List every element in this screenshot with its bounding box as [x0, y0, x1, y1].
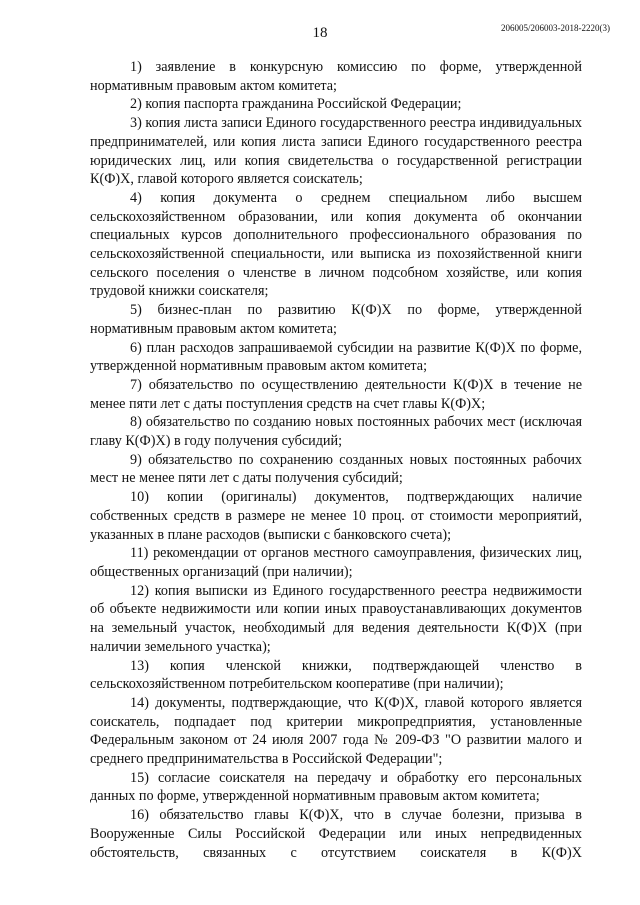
list-item: 15) согласие соискателя на передачу и обработку его персональных данных по форме, утвержденной нормативным правовым актом комитета; [90, 769, 582, 805]
list-item: 5) бизнес-план по развитию К(Ф)Х по форме, утвержденной нормативным правовым актом комитета; [90, 302, 582, 337]
list-item: 2) копия паспорта гражданина Российской Федерации; [130, 96, 462, 113]
list-item: 9) обязательство по сохранению созданных новых постоянных рабочих мест не менее пяти лет с даты получения субсидий; [90, 451, 582, 487]
list-item: 1) заявление в конкурсную комиссию по форме, утвержденной нормативным правовым актом комитета; [90, 59, 582, 94]
list-item: 14) документы, подтверждающие, что К(Ф)Х, главой которого является соискатель, подпадает под критерии микропредприятия, установленные Федеральным законом от 24 июля 2007 года № 209-ФЗ "О развитии малого и среднего предпринимательства в Российской Федерации"; [90, 694, 582, 768]
list-item: 10) копии (оригиналы) документов, подтверждающих наличие собственных средств в размере не менее 10 проц. от стоимости мероприятий, указанных в плане расходов (выписки с банковского счета); [90, 489, 582, 543]
list-item: 16) обязательство главы К(Ф)Х, что в случае болезни, призыва в Вооруженные Силы Российской Федерации или иных непредвиденных обстоятельств, связанных с отсутствием соискателя в К(Ф)Х [90, 807, 582, 861]
list-item: 12) копия выписки из Единого государственного реестра недвижимости об объекте недвижимости или копии иных правоустанавливающих документов на земельный участок, необходимый для ведения деятельности К(Ф)Х (при наличии земельного участка); [90, 582, 582, 655]
list-item: 4) копия документа о среднем специальном либо высшем сельскохозяйственном образовании, или копия документа об окончании специальных курсов дополнительного профессионального образования по сельскохозяйственной специальности, или выписка из похозяйственной книги сельского поселения о членстве в личном подсобном хозяйстве, или копия трудовой книжки соискателя; [90, 189, 582, 300]
page-number: 18 [312, 25, 328, 41]
list-item: 13) копия членской книжки, подтверждающей членство в сельскохозяйственном потребительском кооперативе (при наличии); [90, 657, 582, 693]
document-code: 206005/206003-2018-2220(3) [501, 23, 610, 33]
list-item: 6) план расходов запрашиваемой субсидии на развитие К(Ф)Х по форме, утвержденной нормативным правовым актом комитета; [90, 339, 582, 375]
list-item: 7) обязательство по осуществлению деятельности К(Ф)Х в течение не менее пяти лет с даты поступления средств на счет главы К(Ф)Х; [90, 376, 582, 412]
document-body [90, 58, 582, 862]
list-item: 8) обязательство по созданию новых постоянных рабочих мест (исключая главу К(Ф)Х) в году получения субсидий; [90, 414, 582, 450]
list-item: 11) рекомендации от органов местного самоуправления, физических лиц, общественных организаций (при наличии); [90, 545, 582, 580]
list-item: 3) копия листа записи Единого государственного реестра индивидуальных предпринимателей, или копия листа записи Единого государственного реестра юридических лиц, или копия свидетельства о государственной регистрации К(Ф)Х, главой которого является соискатель; [90, 115, 582, 188]
